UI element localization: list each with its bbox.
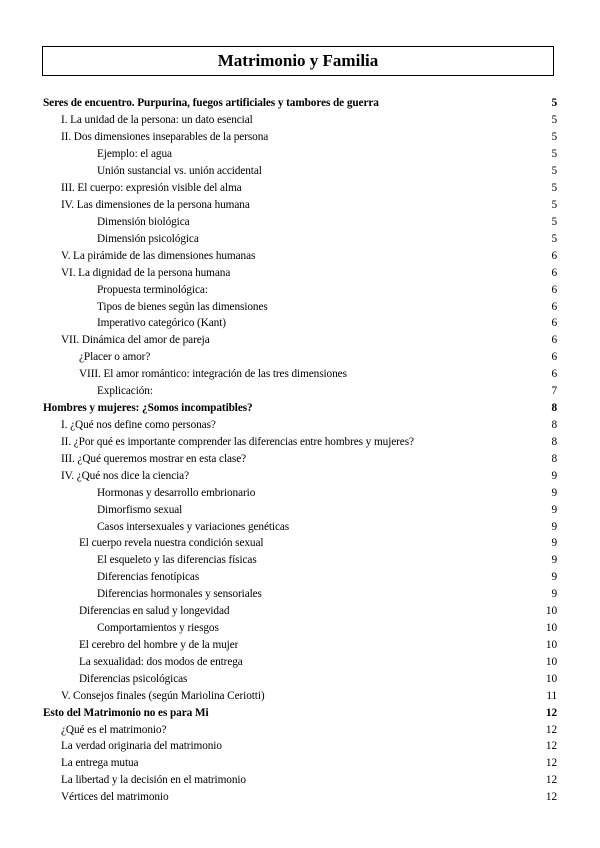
toc-entry-label: Casos intersexuales y variaciones genéticas (97, 520, 290, 533)
toc-entry-page-number: 9 (551, 469, 557, 482)
toc-entry[interactable] (0, 383, 600, 400)
toc-entry-label: ¿Qué es el matrimonio? (61, 723, 167, 736)
toc-entry-page-number: 11 (546, 689, 557, 702)
toc-entry-label: VI. La dignidad de la persona humana (61, 266, 231, 279)
toc-entry-label: III. ¿Qué queremos mostrar en esta clase? (61, 452, 247, 465)
toc-entry-label: I. La unidad de la persona: un dato esencial (61, 114, 253, 127)
toc-entry[interactable] (0, 569, 600, 586)
toc-entry-label: Explicación: (97, 385, 153, 398)
toc-entry[interactable] (0, 586, 600, 603)
toc-entry-label: IV. ¿Qué nos dice la ciencia? (61, 469, 190, 482)
toc-entry-page-number: 12 (545, 757, 557, 770)
toc-entry-label: Dimensión biológica (97, 215, 190, 228)
toc-entry-label: Dimorfismo sexual (97, 503, 183, 516)
toc-entry-label: Hombres y mujeres: ¿Somos incompatibles? (43, 402, 253, 415)
toc-entry[interactable] (0, 670, 600, 687)
toc-entry-page-number: 6 (551, 317, 557, 330)
toc-entry[interactable] (0, 484, 600, 501)
toc-entry[interactable] (0, 467, 600, 484)
toc-entry[interactable] (0, 603, 600, 620)
toc-entry-label: V. Consejos finales (según Mariolina Ceriotti) (61, 689, 265, 702)
toc-entry-label: Seres de encuentro. Purpurina, fuegos artificiales y tambores de guerra (43, 97, 379, 110)
toc-entry-page-number: 12 (545, 706, 557, 719)
toc-entry-page-number: 9 (551, 486, 557, 499)
toc-entry-label: Ejemplo: el agua (97, 148, 172, 161)
toc-entry-page-number: 5 (551, 131, 557, 144)
toc-entry-page-number: 10 (545, 638, 557, 651)
toc-entry-page-number: 12 (545, 791, 557, 804)
toc-entry-page-number: 9 (551, 554, 557, 567)
toc-entry[interactable] (0, 755, 600, 772)
toc-entry-page-number: 9 (551, 503, 557, 516)
toc-entry[interactable] (0, 281, 600, 298)
toc-entry-page-number: 10 (545, 622, 557, 635)
toc-entry[interactable] (0, 620, 600, 637)
toc-entry-page-number: 12 (545, 774, 557, 787)
toc-section-entry[interactable] (0, 704, 600, 721)
toc-entry-label: Imperativo categórico (Kant) (97, 317, 226, 330)
toc-section-entry[interactable] (0, 400, 600, 417)
toc-entry[interactable] (0, 450, 600, 467)
toc-entry-label: Tipos de bienes según las dimensiones (97, 300, 268, 313)
toc-entry-label: Diferencias hormonales y sensoriales (97, 588, 262, 601)
toc-entry-label: II. ¿Por qué es importante comprender las diferencias entre hombres y mujeres? (61, 435, 414, 448)
toc-entry[interactable] (0, 518, 600, 535)
toc-entry[interactable] (0, 315, 600, 332)
toc-entry[interactable] (0, 433, 600, 450)
toc-entry-page-number: 8 (551, 435, 557, 448)
toc-entry-page-number: 6 (551, 351, 557, 364)
toc-entry-page-number: 5 (551, 198, 557, 211)
toc-entry-label: La sexualidad: dos modos de entrega (79, 655, 243, 668)
toc-entry[interactable] (0, 721, 600, 738)
toc-entry-page-number: 8 (551, 452, 557, 465)
toc-entry-label: I. ¿Qué nos define como personas? (61, 418, 216, 431)
toc-entry-page-number: 6 (551, 266, 557, 279)
toc-entry[interactable] (0, 789, 600, 806)
toc-entry-label: La entrega mutua (61, 757, 139, 770)
toc-entry-label: Dimensión psicológica (97, 232, 199, 245)
toc-entry-label: Comportamientos y riesgos (97, 622, 219, 635)
toc-entry-page-number: 5 (551, 97, 557, 110)
toc-entry[interactable] (0, 129, 600, 146)
toc-entry-label: Esto del Matrimonio no es para Mi (43, 706, 209, 719)
toc-entry-label: La verdad originaria del matrimonio (61, 740, 222, 753)
toc-entry[interactable] (0, 146, 600, 163)
toc-entry-page-number: 10 (545, 672, 557, 685)
toc-section-entry[interactable] (0, 95, 600, 112)
toc-entry-page-number: 8 (551, 402, 557, 415)
toc-entry[interactable] (0, 417, 600, 434)
document-title: Matrimonio y Familia (217, 51, 379, 70)
toc-entry-label: Diferencias en salud y longevidad (79, 605, 230, 618)
toc-entry-page-number: 9 (551, 571, 557, 584)
toc-entry-page-number: 5 (551, 165, 557, 178)
toc-entry[interactable] (0, 552, 600, 569)
toc-entry-label: II. Dos dimensiones inseparables de la persona (61, 131, 269, 144)
toc-entry-page-number: 9 (551, 537, 557, 550)
toc-entry[interactable] (0, 112, 600, 129)
toc-entry-page-number: 8 (551, 418, 557, 431)
toc-entry-label: Diferencias fenotípicas (97, 571, 200, 584)
toc-entry[interactable] (0, 687, 600, 704)
toc-entry-page-number: 12 (545, 740, 557, 753)
toc-entry[interactable] (0, 535, 600, 552)
toc-entry[interactable] (0, 653, 600, 670)
toc-entry-label: Hormonas y desarrollo embrionario (97, 486, 256, 499)
toc-entry[interactable] (0, 332, 600, 349)
toc-entry-label: El cerebro del hombre y de la mujer (79, 638, 239, 651)
toc-entry[interactable] (0, 349, 600, 366)
toc-entry-page-number: 6 (551, 334, 557, 347)
toc-entry-page-number: 6 (551, 368, 557, 381)
table-of-contents (0, 95, 600, 806)
toc-entry[interactable] (0, 247, 600, 264)
toc-entry[interactable] (0, 163, 600, 180)
toc-entry-label: Diferencias psicológicas (79, 672, 188, 685)
toc-entry-page-number: 10 (545, 655, 557, 668)
toc-entry[interactable] (0, 264, 600, 281)
toc-entry[interactable] (0, 772, 600, 789)
toc-entry[interactable] (0, 213, 600, 230)
toc-entry-label: La libertad y la decisión en el matrimonio (61, 774, 246, 787)
toc-entry-label: VII. Dinámica del amor de pareja (61, 334, 210, 347)
toc-entry-page-number: 5 (551, 148, 557, 161)
toc-entry[interactable] (0, 197, 600, 214)
toc-entry-label: El cuerpo revela nuestra condición sexual (79, 537, 264, 550)
toc-entry-page-number: 9 (551, 588, 557, 601)
toc-entry-page-number: 6 (551, 283, 557, 296)
toc-entry-page-number: 5 (551, 182, 557, 195)
toc-entry-label: El esqueleto y las diferencias físicas (97, 554, 257, 567)
toc-entry[interactable] (0, 366, 600, 383)
toc-entry-page-number: 6 (551, 249, 557, 262)
toc-entry-label: Propuesta terminológica: (97, 283, 208, 296)
toc-entry-page-number: 10 (545, 605, 557, 618)
toc-entry[interactable] (0, 230, 600, 247)
toc-entry[interactable] (0, 637, 600, 654)
document-title-box (42, 46, 554, 76)
toc-entry-label: Unión sustancial vs. unión accidental (97, 165, 262, 178)
toc-entry[interactable] (0, 180, 600, 197)
toc-entry-label: IV. Las dimensiones de la persona humana (61, 198, 250, 211)
toc-entry-page-number: 5 (551, 114, 557, 127)
toc-entry-page-number: 7 (551, 385, 557, 398)
toc-entry-label: V. La pirámide de las dimensiones humanas (61, 249, 256, 262)
toc-entry[interactable] (0, 738, 600, 755)
toc-entry[interactable] (0, 298, 600, 315)
toc-entry[interactable] (0, 501, 600, 518)
toc-entry-page-number: 5 (551, 232, 557, 245)
toc-entry-page-number: 5 (551, 215, 557, 228)
toc-entry-page-number: 9 (551, 520, 557, 533)
toc-entry-label: Vértices del matrimonio (61, 791, 169, 804)
toc-entry-page-number: 12 (545, 723, 557, 736)
toc-entry-label: III. El cuerpo: expresión visible del alma (61, 182, 242, 195)
toc-entry-page-number: 6 (551, 300, 557, 313)
toc-entry-label: VIII. El amor romántico: integración de las tres dimensiones (79, 368, 347, 381)
toc-entry-label: ¿Placer o amor? (79, 351, 151, 364)
